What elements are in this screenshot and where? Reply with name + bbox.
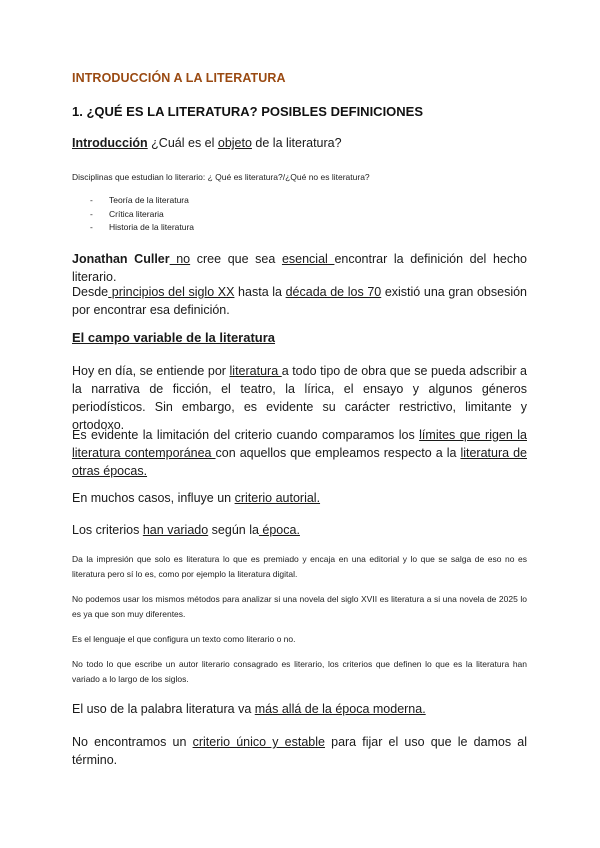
- disciplines-intro: Disciplinas que estudian lo literario: ¿ Qué es literatura?/¿Qué no es literatura?: [72, 172, 370, 182]
- paragraph-culler: [72, 250, 527, 286]
- text: existió una gran obsesión por encontrar esa definición.: [72, 285, 527, 317]
- list-item-text: Historia de la literatura: [109, 222, 195, 232]
- text: En muchos casos, influye un: [72, 491, 235, 505]
- note-impresion: Da la impresión que solo es literatura lo que es premiado y encaja en una editorial y lo que se salga de eso no es literatura pero sí lo es, como por ejemplo la literatura digital.: [72, 554, 527, 579]
- intro-underlined: objeto: [217, 136, 252, 150]
- text: Hoy en día, se entiende por: [72, 364, 230, 378]
- text: según la: [208, 523, 259, 537]
- intro-line: [72, 136, 527, 150]
- list-item: [72, 221, 194, 235]
- underlined-text: literatura: [229, 364, 282, 378]
- paragraph-noenc: [72, 733, 527, 769]
- text: Desde: [72, 285, 109, 299]
- list-dash: -: [90, 195, 93, 205]
- note-metodos: No podemos usar los mismos métodos para analizar si una novela del siglo XVII es literatura a si una novela de 2025 lo es ya que son muy diferentes.: [72, 594, 527, 619]
- text: hasta la: [234, 285, 286, 299]
- paragraph-uso: [72, 700, 527, 718]
- list-item: [72, 194, 194, 208]
- note-notodo: No todo lo que escribe un autor literario consagrado es literario, los criterios que definen lo que es la literatura han variado a lo largo de los siglos.: [72, 659, 527, 684]
- intro-text: ¿Cuál es el: [147, 136, 218, 150]
- document-title: INTRODUCCIÓN A LA LITERATURA: [72, 71, 286, 85]
- text: No encontramos un: [72, 735, 193, 749]
- list-dash: -: [90, 208, 93, 219]
- intro-label: Introducción: [72, 136, 148, 150]
- text: El uso de la palabra literatura va: [72, 702, 255, 716]
- underlined-text: no: [169, 252, 191, 266]
- text: Es evidente la limitación del criterio cuando comparamos los: [72, 428, 420, 442]
- underlined-text: límites que rigen la literatura contemporánea: [72, 428, 527, 460]
- text: a todo tipo de obra que se pueda adscribir a la narrativa de ficción, el teatro, la lírica, el ensayo y algunos géneros periodísticos. Sin embargo, es evidente su carácter restrictivo, limitante y ortodoxo.: [72, 364, 527, 432]
- underlined-text: principios del siglo XX: [108, 285, 235, 299]
- text: Los criterios: [72, 523, 143, 537]
- paragraph-muchos: [72, 489, 527, 507]
- disciplines-list: [72, 194, 194, 235]
- underlined-text: más allá de la época moderna.: [254, 702, 426, 716]
- intro-text: de la literatura?: [251, 136, 342, 150]
- paragraph-desde: [72, 283, 527, 319]
- underlined-text: criterio autorial.: [234, 491, 321, 505]
- note-lenguaje: Es el lenguaje el que configura un texto como literario o no.: [72, 634, 296, 644]
- author-name: Jonathan Culler: [72, 252, 170, 266]
- underlined-text: década de los 70: [285, 285, 382, 299]
- underlined-text: esencial: [281, 252, 335, 266]
- text: encontrar la definición del hecho literario.: [72, 252, 527, 284]
- paragraph-criterios: [72, 521, 527, 539]
- text: con aquellos que empleamos respecto a la: [215, 446, 461, 460]
- section-heading-campo: El campo variable de la literatura: [72, 330, 276, 345]
- text: cree que sea: [190, 252, 282, 266]
- list-item-text: Teoría de la literatura: [109, 195, 189, 205]
- list-dash: -: [90, 222, 93, 232]
- paragraph-evidente: [72, 426, 527, 480]
- underlined-text: época.: [258, 523, 300, 537]
- underlined-text: han variado: [142, 523, 209, 537]
- list-item-text: Crítica literaria: [109, 208, 164, 219]
- underlined-text: criterio único y estable: [192, 735, 325, 749]
- section-heading-definitions: 1. ¿QUÉ ES LA LITERATURA? POSIBLES DEFINICIONES: [72, 104, 424, 119]
- text: para fijar el uso que le damos al término.: [72, 735, 527, 767]
- list-item: [72, 208, 194, 222]
- underlined-text: literatura de otras épocas.: [72, 446, 527, 478]
- paragraph-hoy: [72, 362, 527, 434]
